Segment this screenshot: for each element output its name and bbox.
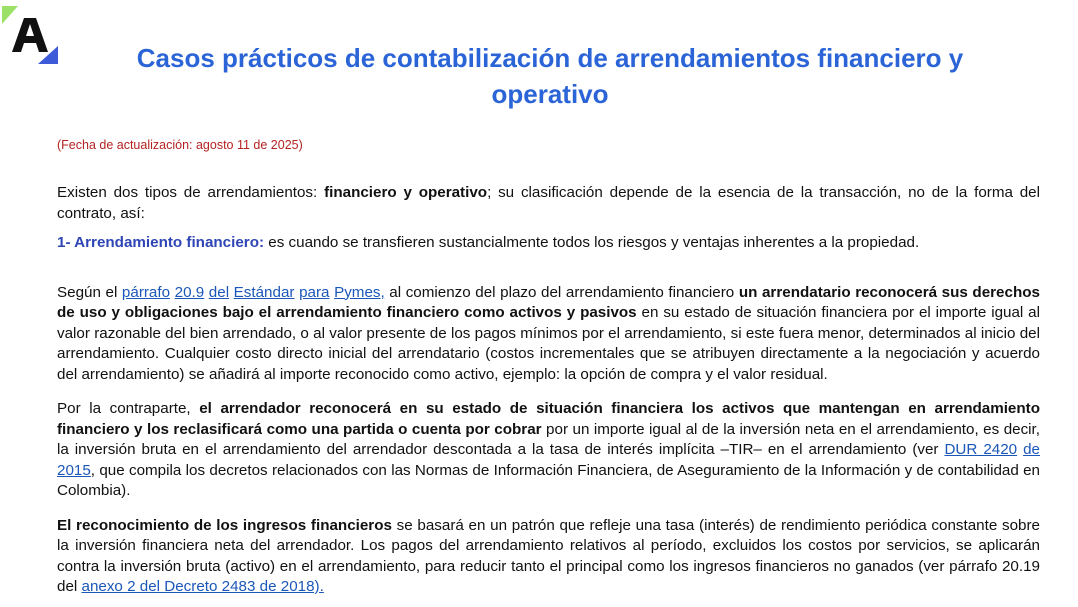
link-para[interactable]: para (299, 283, 330, 301)
paragraph-intro (57, 183, 1040, 224)
link-dur-2420[interactable]: DUR 2420 (944, 441, 1018, 458)
update-date: (Fecha de actualización: agosto 11 de 2025) (57, 138, 303, 152)
text: es cuando se transfieren sustancialmente todos los riesgos y ventajas inherentes a la propiedad. (264, 234, 920, 251)
paragraph-arrendatario (57, 283, 1040, 386)
section-heading: 1- Arrendamiento financiero: (57, 234, 265, 251)
link-de[interactable]: de (1023, 441, 1040, 458)
link-pymes[interactable]: Pymes, (334, 283, 385, 301)
bold-text: el arrendador reconocerá en su estado de situación financiera los activos que mantengan en arrendamiento financiero y los reclasificará como una partida o cuenta por cobrar (57, 400, 1040, 438)
bold-text: financiero y operativo (324, 184, 488, 201)
paragraph-definition (57, 233, 1040, 254)
text: por un importe igual al de la inversión neta en el arrendamiento, es decir, la inversión bruta en el arrendamiento del arrendador descontada a la tasa de interés implícita –TIR– en el arrendamiento (ver (57, 420, 1040, 458)
link-anexo-decreto[interactable]: anexo 2 del Decreto 2483 de 2018). (81, 578, 324, 595)
link-parrafo[interactable]: párrafo (121, 283, 171, 301)
logo-icon[interactable] (2, 4, 58, 64)
text: en su estado de situación financiera por el importe igual al valor razonable del bien arrendado, o al valor presente de los pagos mínimos por el arrendamiento, si este fuera menor, determinados al inicio del arrendamiento. Cualquier costo directo inicial del arrendatario (costos incrementales que se atribuyen directamente a la negociación y acuerdo del arrendamiento) se añadirá al importe reconocido como activo, ejemplo: la opción de compra y el valor residual. (57, 304, 1040, 383)
link-2015[interactable]: 2015 (57, 461, 91, 479)
text: Por la contraparte, (57, 400, 200, 417)
bold-text: El reconocimiento de los ingresos financieros (57, 516, 392, 534)
link-20-9[interactable]: 20.9 (174, 283, 205, 301)
article-body (57, 183, 1040, 598)
text: ; su clasificación depende de la esencia de la transacción, no de la forma del contrato, así: (57, 184, 1040, 222)
text: al comienzo del plazo del arrendamiento financiero (384, 283, 739, 301)
paragraph-ingresos (57, 516, 1040, 598)
text: , que compila los decretos relacionados con las Normas de Información Financiera, de Aseguramiento de la Información y de contabilidad en Colombia). (57, 461, 1040, 499)
link-del[interactable]: del (208, 283, 230, 301)
bold-text: un arrendatario reconocerá sus derechos de uso y obligaciones bajo el arrendamiento financiero como activos y pasivos (57, 283, 1040, 321)
text: Según el (57, 283, 122, 301)
page-title: Casos prácticos de contabilización de arrendamientos financiero y operativo (136, 43, 964, 109)
text: Existen dos tipos de arrendamientos: (57, 184, 325, 201)
paragraph-arrendador (57, 399, 1040, 502)
link-estandar[interactable]: Estándar (233, 283, 295, 301)
text: se basará en un patrón que refleje una tasa (interés) de rendimiento periódica constante sobre la inversión financiera neta del arrendador. Los pagos del arrendamiento relativos al período, excluidos los costos por servicios, se aplicarán contra la inversión bruta (activo) en el arrendamiento, para reducir tanto el principal como los ingresos financieros no ganados (ver párrafo 20.19 del (57, 516, 1040, 595)
